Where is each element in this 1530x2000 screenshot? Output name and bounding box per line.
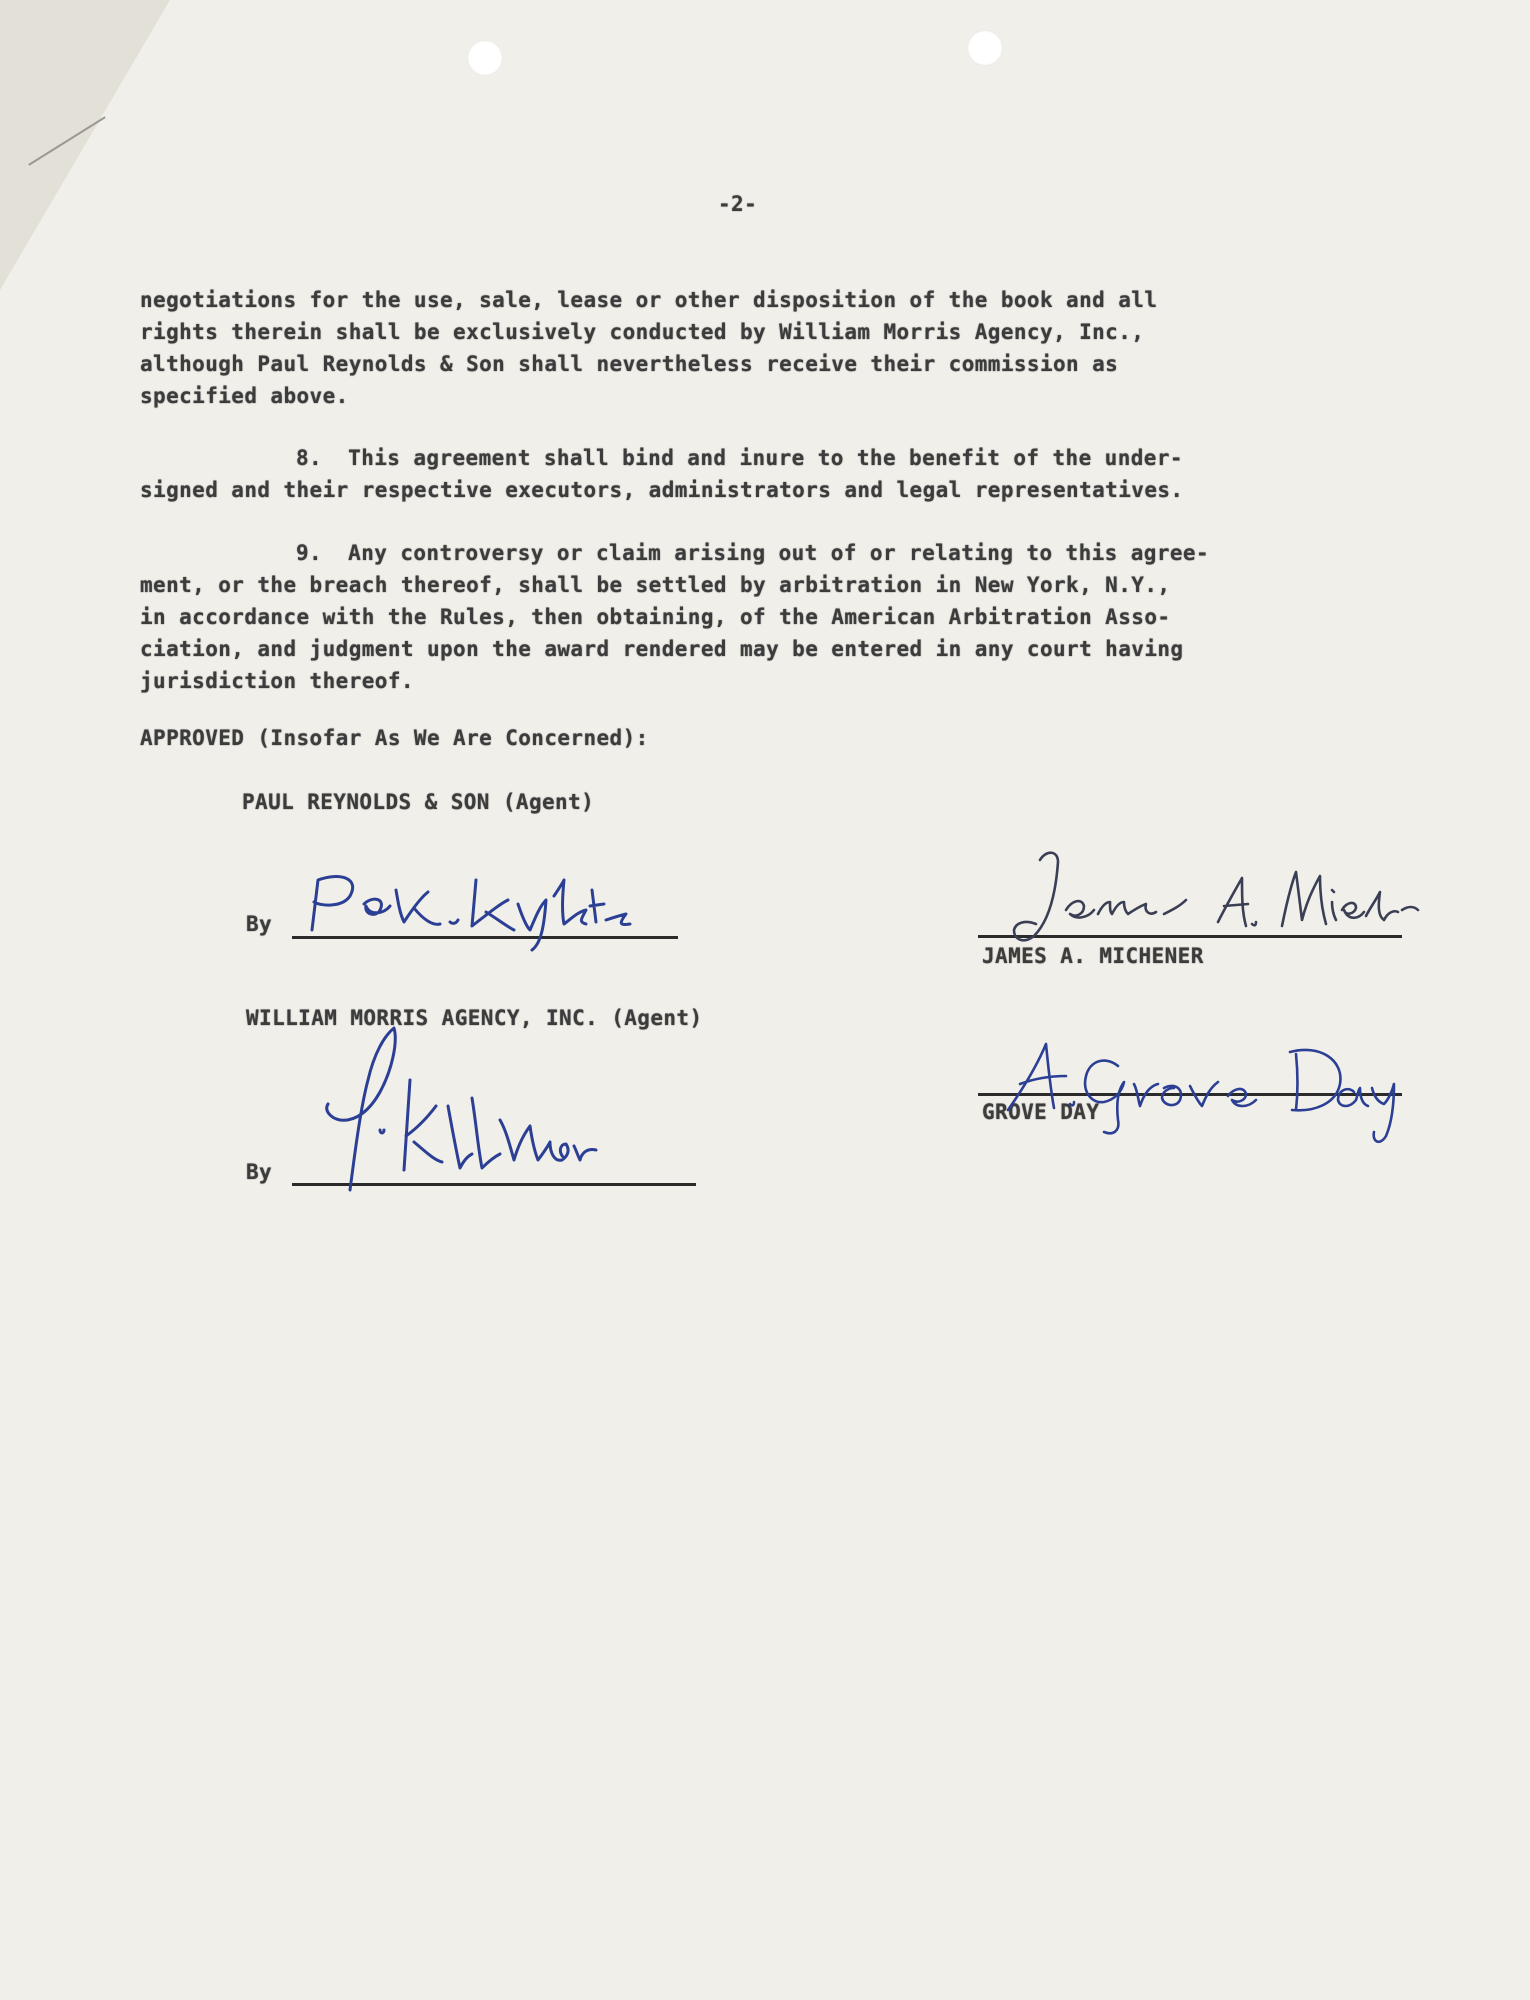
paragraph-line: negotiations for the use, sale, lease or other disposition of the book and all — [140, 288, 1158, 312]
paragraph-9-line: ciation, and judgment upon the award rendered may be entered in any court having — [140, 637, 1184, 661]
paragraph-line: specified above. — [140, 384, 349, 408]
signature-reynolds — [300, 860, 660, 950]
paragraph-9-line: in accordance with the Rules, then obtaining, of the American Arbitration Asso- — [140, 605, 1171, 629]
paragraph-8-line: 8. This agreement shall bind and inure to the benefit of the under- — [296, 446, 1183, 470]
signature-day — [1000, 1030, 1420, 1140]
signature-morris — [310, 1010, 710, 1210]
agent-paul-reynolds: PAUL REYNOLDS & SON (Agent) — [242, 790, 595, 814]
paragraph-9-line: ment, or the breach thereof, shall be settled by arbitration in New York, N.Y., — [140, 573, 1171, 597]
paragraph-line: rights therein shall be exclusively conducted by William Morris Agency, Inc., — [140, 320, 1145, 344]
paragraph-9-line: jurisdiction thereof. — [140, 669, 414, 693]
page-number: -2- — [718, 192, 758, 216]
punch-hole-left — [467, 40, 503, 76]
agent-william-morris: WILLIAM MORRIS AGENCY, INC. (Agent) — [246, 1006, 703, 1030]
signatory-name-michener: JAMES A. MICHENER — [982, 944, 1204, 968]
punch-hole-right — [967, 30, 1003, 66]
approval-heading: APPROVED (Insofar As We Are Concerned): — [140, 726, 649, 750]
signature-michener — [980, 840, 1410, 960]
by-label: By — [246, 1160, 273, 1184]
by-label: By — [246, 912, 273, 936]
paragraph-9-line: 9. Any controversy or claim arising out of or relating to this agree- — [296, 541, 1210, 565]
paragraph-8-line: signed and their respective executors, administrators and legal representatives. — [140, 478, 1184, 502]
paragraph-line: although Paul Reynolds & Son shall nevertheless receive their commission as — [140, 352, 1119, 376]
folded-corner — [0, 0, 170, 290]
signatory-name-day: GROVE DAY — [982, 1100, 1100, 1124]
